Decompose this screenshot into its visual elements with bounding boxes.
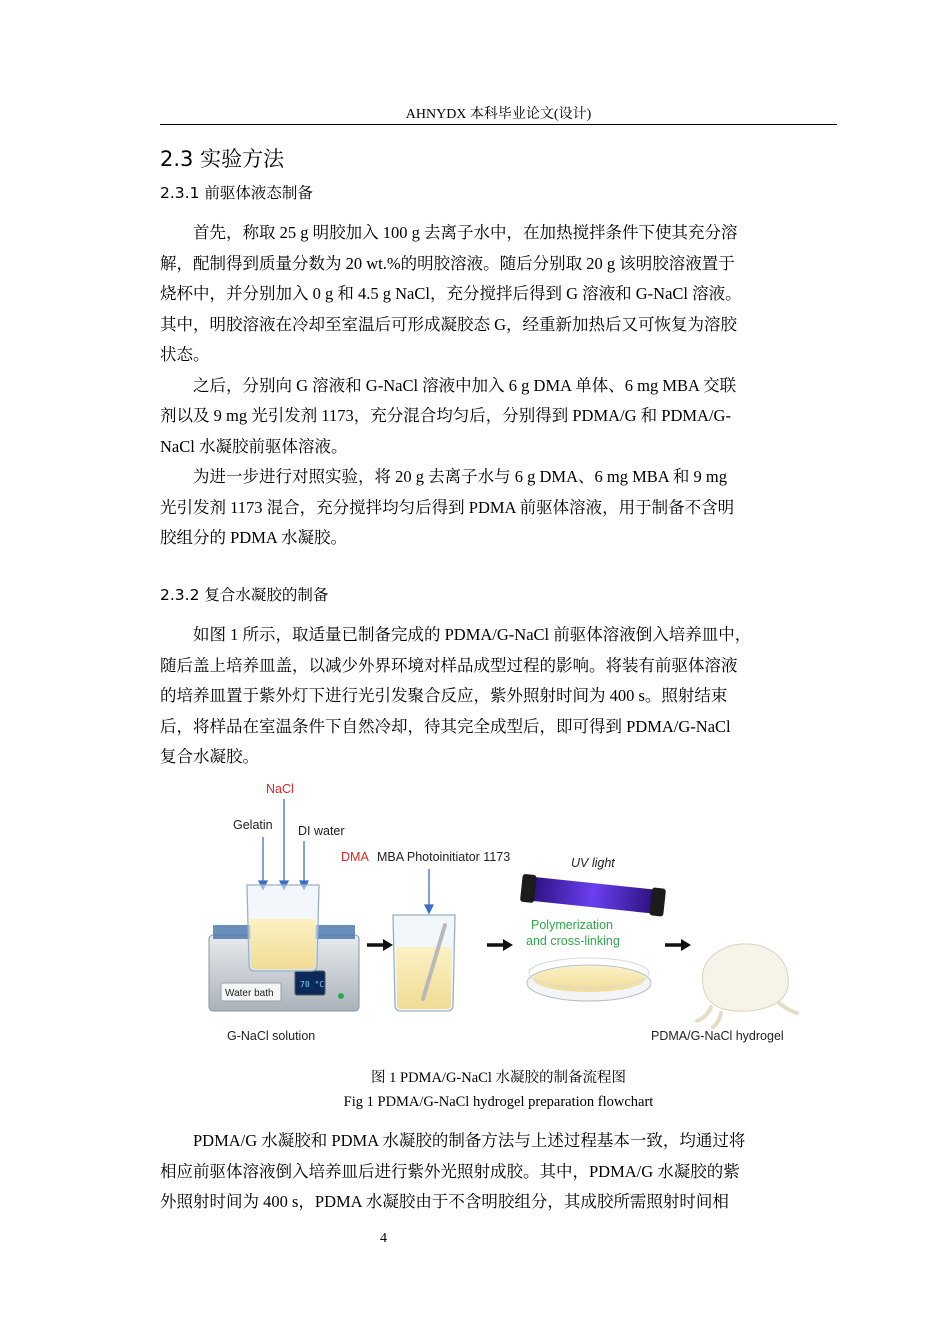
text-line: 如图 1 所示，取适量已制备完成的 PDMA/G-NaCl 前驱体溶液倒入培养皿中， xyxy=(193,625,752,644)
paragraph-block-3 xyxy=(160,1126,837,1218)
header-rule xyxy=(160,124,837,125)
uv-lamp xyxy=(520,874,666,917)
label-hydrogel: PDMA/G-NaCl hydrogel xyxy=(651,1029,784,1043)
text-line: 外照射时间为 400 s，PDMA 水凝胶由于不含明胶组分，其成胶所需照射时间相 xyxy=(160,1192,729,1211)
figure-flowchart xyxy=(191,775,803,1055)
text-line: 相应前驱体溶液倒入培养皿后进行紫外光照射成胶。其中，PDMA/G 水凝胶的紫 xyxy=(160,1161,740,1181)
text-line: 解，配制得到质量分数为 20 wt.%的明胶溶液。随后分别取 20 g 该明胶溶液置于 xyxy=(160,253,735,273)
step-arrow-head xyxy=(383,939,393,951)
paragraph xyxy=(160,620,837,651)
text-line: 之后，分别向 G 溶液和 G-NaCl 溶液中加入 6 g DMA 单体、6 mg MBA 交联 xyxy=(193,375,737,395)
paragraph xyxy=(160,462,837,493)
figure-caption-en: Fig 1 PDMA/G-NaCl hydrogel preparation flowchart xyxy=(343,1094,654,1110)
text-line: 其中，明胶溶液在冷却至室温后可形成凝胶态 G，经重新加热后又可恢复为溶胶 xyxy=(160,314,738,334)
paragraph-block-1 xyxy=(160,218,837,554)
paragraph xyxy=(160,218,837,249)
text-line: 的培养皿置于紫外灯下进行光引发聚合反应，紫外照射时间为 400 s。照射结束 xyxy=(160,686,728,705)
label-nacl: NaCl xyxy=(266,782,294,796)
petri-dish xyxy=(527,958,651,1001)
text-line: 烧杯中，并分别加入 0 g 和 4.5 g NaCl，充分搅拌后得到 G 溶液和 G-NaCl 溶液。 xyxy=(160,284,742,303)
label-cross-linking: and cross-linking xyxy=(526,934,620,948)
text-line: NaCl 水凝胶前驱体溶液。 xyxy=(160,436,348,456)
running-header: AHNYDX 本科毕业论文(设计) xyxy=(405,107,592,122)
label-uv-light: UV light xyxy=(571,856,615,870)
label-polymerization: Polymerization xyxy=(531,918,613,932)
paragraph xyxy=(160,371,837,402)
beaker-precursor xyxy=(393,915,455,1011)
beaker-g-nacl xyxy=(247,885,319,971)
bath-display: 70 °C xyxy=(300,980,325,989)
text-line: 复合水凝胶。 xyxy=(160,747,259,766)
paragraph xyxy=(160,1126,837,1157)
text-line: 为进一步进行对照实验，将 20 g 去离子水与 6 g DMA、6 mg MBA 和 9 mg xyxy=(193,467,727,486)
input-arrows xyxy=(259,799,308,889)
subsection-heading-1: 2.3.1 前驱体液态制备 xyxy=(160,184,313,202)
label-di-water: DI water xyxy=(298,824,345,838)
text-line: 状态。 xyxy=(160,345,210,364)
label-g-nacl-solution: G-NaCl solution xyxy=(227,1029,316,1043)
text-line: 随后盖上培养皿盖，以减少外界环境对样品成型过程的影响。将装有前驱体溶液 xyxy=(160,655,738,675)
additive-arrow xyxy=(425,869,433,913)
text-line: 后，将样品在室温条件下自然冷却，待其完全成型后，即可得到 PDMA/G-NaCl xyxy=(160,716,731,736)
label-mba-photoinitiator: MBA Photoinitiator 1173 xyxy=(377,850,511,864)
hydrogel-sample xyxy=(697,944,797,1027)
subsection-heading-2: 2.3.2 复合水凝胶的制备 xyxy=(160,586,329,604)
flowchart-illustration xyxy=(191,775,803,1055)
paragraph-block-2 xyxy=(160,620,837,773)
status-led xyxy=(338,993,344,999)
section-heading: 2.3 实验方法 xyxy=(160,147,285,171)
text-line: 胶组分的 PDMA 水凝胶。 xyxy=(160,528,348,547)
label-water-bath: Water bath xyxy=(225,988,274,999)
text-line: 剂以及 9 mg 光引发剂 1173，充分混合均匀后，分别得到 PDMA/G 和 PDMA/G- xyxy=(160,406,731,425)
text-line: PDMA/G 水凝胶和 PDMA 水凝胶的制备方法与上述过程基本一致，均通过将 xyxy=(193,1131,746,1150)
label-dma: DMA xyxy=(341,850,369,864)
text-line: 首先，称取 25 g 明胶加入 100 g 去离子水中，在加热搅拌条件下使其充分溶 xyxy=(193,223,738,242)
text-line: 光引发剂 1173 混合，充分搅拌均匀后得到 PDMA 前驱体溶液，用于制备不含明 xyxy=(160,497,735,517)
page-number: 4 xyxy=(380,1231,387,1246)
figure-caption-cn: 图 1 PDMA/G-NaCl 水凝胶的制备流程图 xyxy=(371,1070,626,1086)
label-gelatin: Gelatin xyxy=(233,818,273,832)
step-arrow-head xyxy=(503,939,513,951)
step-arrow-head xyxy=(681,939,691,951)
